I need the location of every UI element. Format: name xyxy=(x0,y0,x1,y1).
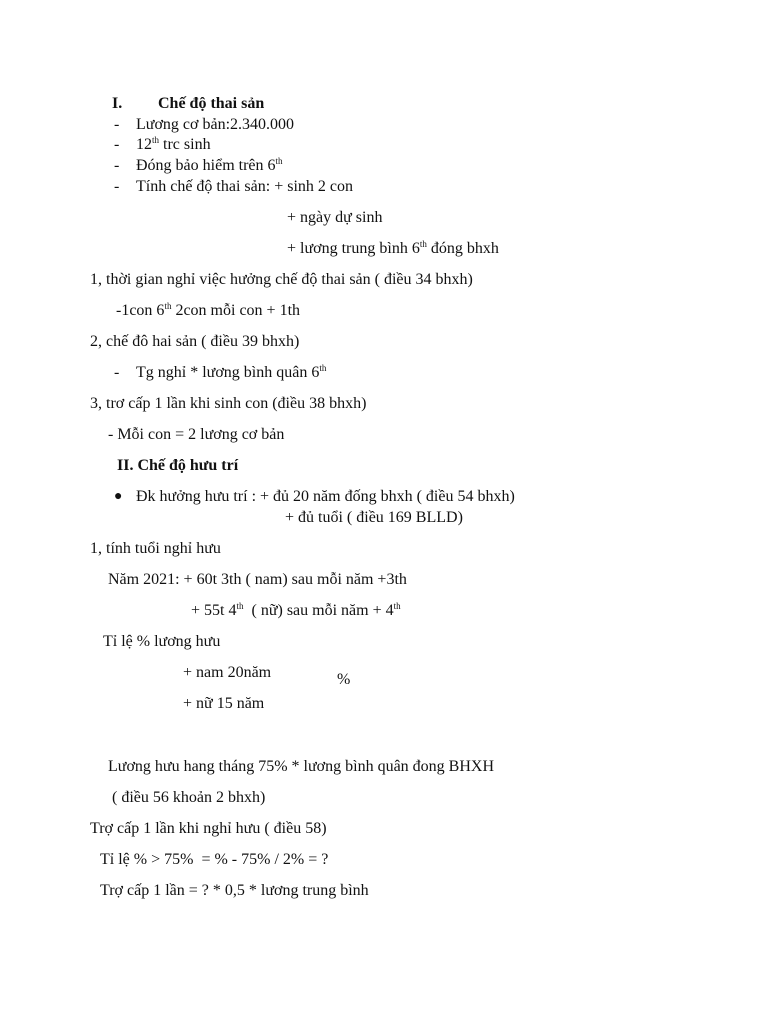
item-one-time-allowance: 3, trơ cấp 1 lần khi sinh con (điều 38 bhxh) xyxy=(90,395,367,412)
year-2021-male: Năm 2021: + 60t 3th ( nam) sau mỗi năm +3th xyxy=(108,571,407,588)
monthly-pension-ref: ( điều 56 khoản 2 bhxh) xyxy=(112,789,266,806)
bullet-base-salary: Lương cơ bản:2.340.000 xyxy=(136,116,295,133)
item-leave-time: 1, thời gian nghỉ việc hưởng chế độ thai sản ( điều 34 bhxh) xyxy=(90,271,473,288)
bullet-dash: - xyxy=(114,116,120,133)
bullet-dash: - xyxy=(114,136,120,153)
section-2-heading: II. Chế độ hưu trí xyxy=(117,457,239,474)
continuation-due-date: + ngày dự sinh xyxy=(287,209,383,226)
item-leave-detail: -1con 6th 2con mỗi con + 1th xyxy=(116,301,301,319)
section-1-heading: Chế độ thai sản xyxy=(158,95,265,112)
bullet-dash: - xyxy=(114,364,120,381)
percent-sign: % xyxy=(337,671,351,688)
bullet-dot-icon: ● xyxy=(114,489,123,504)
bullet-calc: Tính chế độ thai sản: + sinh 2 con xyxy=(136,178,353,195)
pension-male-years: + nam 20năm xyxy=(183,664,272,681)
item-maternity-formula: Tg nghỉ * lương bình quân 6th xyxy=(136,363,327,381)
lump-sum-formula: Trợ cấp 1 lần = ? * 0,5 * lương trung bình xyxy=(100,882,369,899)
pension-ratio-label: Tỉ lệ % lương hưu xyxy=(103,633,221,650)
lump-sum-title: Trợ cấp 1 lần khi nghỉ hưu ( điều 58) xyxy=(90,820,327,837)
continuation-avg-salary: + lương trung bình 6th đóng bhxh xyxy=(287,239,499,257)
retirement-condition: Đk hưởng hưu trí : + đủ 20 năm đống bhxh ( điều 54 bhxh) xyxy=(136,488,515,505)
bullet-dash: - xyxy=(114,178,120,195)
item-maternity: 2, chế đô hai sản ( điều 39 bhxh) xyxy=(90,333,300,350)
lump-sum-ratio: Tỉ lệ % > 75% = % - 75% / 2% = ? xyxy=(100,851,329,868)
year-2021-female: + 55t 4th ( nữ) sau mỗi năm + 4th xyxy=(191,601,401,619)
bullet-before-birth: 12th trc sinh xyxy=(136,135,211,153)
bullet-dash: - xyxy=(114,157,120,174)
retirement-condition-age: + đủ tuổi ( điều 169 BLLD) xyxy=(285,509,463,526)
bullet-insurance: Đóng bảo hiểm trên 6th xyxy=(136,156,283,174)
pension-female-years: + nữ 15 năm xyxy=(183,695,265,712)
item-retirement-age: 1, tính tuổi nghỉ hưu xyxy=(90,540,221,557)
monthly-pension: Lương hưu hang tháng 75% * lương bình quân đong BHXH xyxy=(108,758,495,775)
section-1-numeral: I. xyxy=(112,95,123,112)
item-allowance-detail: - Mỗi con = 2 lương cơ bản xyxy=(108,426,285,443)
